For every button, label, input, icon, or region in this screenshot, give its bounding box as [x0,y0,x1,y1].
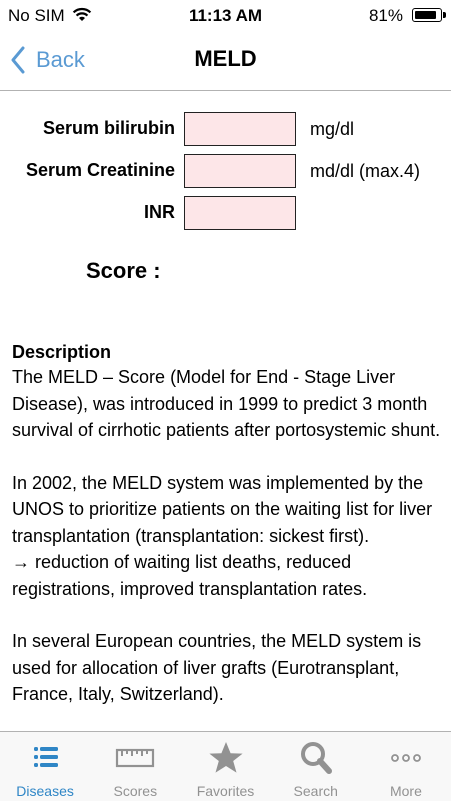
bilirubin-field-box [184,112,296,146]
inr-row [0,196,451,230]
search-icon [296,740,336,776]
creatinine-unit: md/dl (max.4) [310,161,421,181]
creatinine-row [0,154,451,188]
description-paragraph: In several European countries, the MELD system is used for allocation of liver grafts (Eurotransplant, France, Italy, Switzerland). [12,631,422,704]
tab-label: Favorites [196,783,255,799]
battery-percent: 81% [368,6,403,25]
list-icon [25,740,65,776]
bilirubin-unit: mg/dl [310,119,355,139]
inr-label: INR [144,202,175,222]
inr-field-box [184,196,296,230]
description-paragraph: In 2002, the MELD system was implemented by the UNOS to prioritize patients on the waiting list for liver transplantation (transplantation: sickest first). [12,472,433,546]
tab-favorites[interactable] [180,732,270,801]
inr-input[interactable] [185,197,295,229]
carrier-label: No SIM [8,6,65,25]
page-title: MELD [194,46,257,71]
creatinine-label: Serum Creatinine [25,160,175,180]
battery-icon [412,8,442,22]
tab-more[interactable] [361,732,451,801]
tab-label: Diseases [16,783,74,799]
bilirubin-row [0,112,451,146]
bilirubin-label: Serum bilirubin [42,118,175,138]
status-bar [0,0,451,32]
description-paragraph: The MELD – Score (Model for End - Stage Liver Disease), was introduced in 1999 to predict 3 month survival of cirrhotic patients after portosystemic shunt. [12,367,441,440]
creatinine-input[interactable] [185,155,295,187]
score-label: Score : [86,258,161,283]
ruler-icon [115,740,155,776]
tab-label: Search [293,783,338,799]
clock: 11:13 AM [188,6,263,25]
back-label: Back [36,47,85,72]
tab-label: Scores [113,783,158,799]
tab-scores[interactable] [90,732,180,801]
bilirubin-input[interactable] [185,113,295,145]
description-section [12,340,442,734]
tab-search[interactable] [271,732,361,801]
tab-diseases[interactable] [0,732,90,801]
tab-label: More [389,783,422,799]
creatinine-field-box [184,154,296,188]
more-icon [386,740,426,776]
description-heading: Description [12,342,112,362]
nav-bar [0,32,451,91]
star-icon [206,740,246,776]
description-paragraph: → reduction of waiting list deaths, reduced registrations, improved transplantation rates. [12,552,368,599]
tab-bar [0,731,451,801]
